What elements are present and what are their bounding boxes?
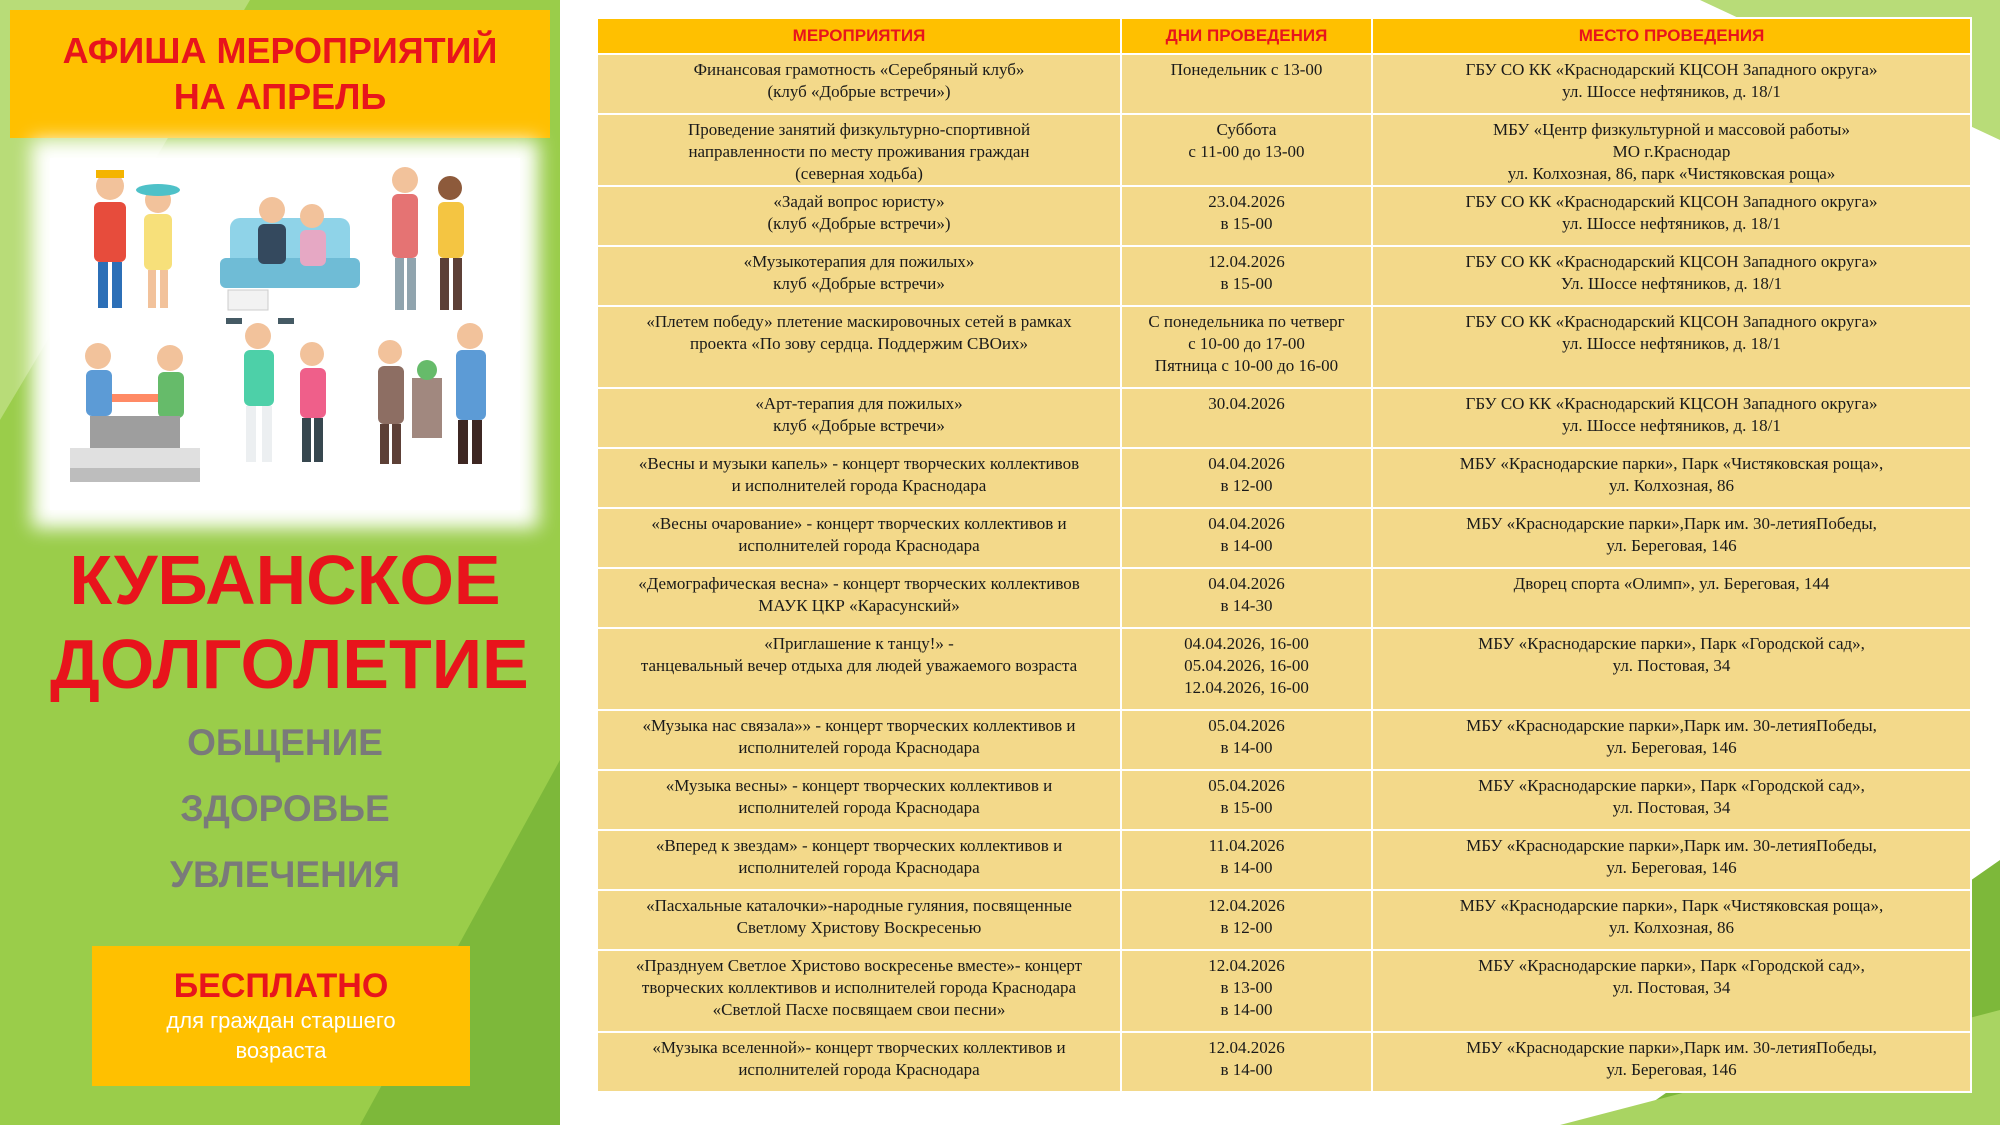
cell-line: «Демографическая весна» - концерт творческих коллективов: [638, 574, 1080, 593]
cell-line: ГБУ СО КК «Краснодарский КЦСОН Западного округа»: [1465, 60, 1878, 79]
pillar-health: ЗДОРОВЬЕ: [180, 788, 390, 829]
cell-line: «Задай вопрос юристу»: [773, 192, 945, 211]
cell-line: клуб «Добрые встречи»: [773, 274, 945, 293]
cell-line: (клуб «Добрые встречи»): [767, 214, 951, 233]
table-row: [597, 628, 1971, 710]
cell-line: 05.04.2026, 16-00: [1184, 656, 1309, 675]
cell-line: ул. Колхозная, 86, парк «Чистяковская роща»: [1507, 164, 1836, 183]
table-row: [597, 306, 1971, 388]
cell-line: 30.04.2026: [1208, 394, 1285, 413]
cell-line: МАУК ЦКР «Карасунский»: [758, 596, 960, 615]
cell-line: «Празднуем Светлое Христово воскресенье вместе»- концерт: [635, 956, 1083, 975]
cell-line: 12.04.2026: [1208, 896, 1285, 915]
table-row: [597, 246, 1971, 306]
cell-line: «Пасхальные каталочки»-народные гуляния, посвященные: [646, 896, 1072, 915]
cell-line: 12.04.2026: [1208, 1038, 1285, 1057]
couple-at-table-icon: [70, 343, 200, 482]
cell-line: в 14-30: [1220, 596, 1273, 615]
event-cell: [597, 710, 1121, 770]
place-cell: [1372, 448, 1971, 508]
couple-on-sofa-icon: [220, 197, 360, 310]
cell-line: МБУ «Краснодарские парки», Парк «Чистяковская роща»,: [1459, 454, 1884, 473]
cell-line: 05.04.2026: [1208, 776, 1285, 795]
free-subtitle: для граждан старшего возраста: [166, 1008, 396, 1063]
cell-line: с 11-00 до 13-00: [1188, 142, 1305, 161]
cell-line: МБУ «Краснодарские парки»,Парк им. 30-летияПобеды,: [1466, 836, 1877, 855]
cell-line: ул. Постовая, 34: [1612, 656, 1731, 675]
cell-line: 04.04.2026: [1208, 574, 1285, 593]
cell-line: ГБУ СО КК «Краснодарский КЦСОН Западного округа»: [1465, 312, 1878, 331]
cell-line: исполнителей города Краснодара: [738, 1060, 980, 1079]
event-cell: [597, 246, 1121, 306]
place-cell: [1372, 770, 1971, 830]
cell-line: исполнителей города Краснодара: [738, 858, 980, 877]
cell-line: творческих коллективов и исполнителей города Краснодара: [641, 978, 1077, 997]
dates-cell: [1121, 890, 1372, 950]
cell-line: исполнителей города Краснодара: [738, 738, 980, 757]
cell-line: в 12-00: [1220, 476, 1273, 495]
cell-line: в 12-00: [1220, 918, 1273, 937]
table-row: [597, 186, 1971, 246]
event-cell: [597, 1032, 1121, 1092]
table-header-row: [597, 18, 1971, 54]
cell-line: (северная ходьба): [795, 164, 923, 183]
brand-title: [50, 538, 529, 706]
header-dates: ДНИ ПРОВЕДЕНИЯ: [1121, 18, 1372, 54]
table-row: [597, 568, 1971, 628]
cell-line: Дворец спорта «Олимп», ул. Береговая, 144: [1513, 574, 1830, 593]
cell-line: ГБУ СО КК «Краснодарский КЦСОН Западного округа»: [1465, 394, 1878, 413]
cell-line: ул. Колхозная, 86: [1608, 476, 1735, 495]
cell-line: 11.04.2026: [1208, 836, 1285, 855]
cell-line: (клуб «Добрые встречи»): [767, 82, 951, 101]
place-cell: [1372, 306, 1971, 388]
table-row: [597, 1032, 1971, 1092]
place-cell: [1372, 1032, 1971, 1092]
gardening-couple-icon: [378, 323, 486, 464]
brand-title-line1: КУБАНСКОЕ: [69, 541, 501, 619]
cell-line: МБУ «Краснодарские парки», Парк «Городской сад»,: [1478, 776, 1865, 795]
event-cell: [597, 186, 1121, 246]
dates-cell: [1121, 710, 1372, 770]
cell-line: 05.04.2026: [1208, 716, 1285, 735]
cell-line: Проведение занятий физкультурно-спортивной: [687, 120, 1031, 139]
event-cell: [597, 508, 1121, 568]
place-cell: [1372, 950, 1971, 1032]
standing-couple-icon: [392, 167, 464, 310]
place-cell: [1372, 54, 1971, 114]
cell-line: С понедельника по четверг: [1148, 312, 1345, 331]
cell-line: 12.04.2026, 16-00: [1184, 678, 1309, 697]
cell-line: с 10-00 до 17-00: [1188, 334, 1305, 353]
cell-line: ул. Береговая, 146: [1606, 536, 1737, 555]
place-cell: [1372, 508, 1971, 568]
place-cell: [1372, 114, 1971, 186]
cell-line: МО г.Краснодар: [1612, 142, 1731, 161]
cell-line: ул. Береговая, 146: [1606, 1060, 1737, 1079]
place-cell: [1372, 246, 1971, 306]
table-row: [597, 114, 1971, 186]
dates-cell: [1121, 54, 1372, 114]
table-row: [597, 950, 1971, 1032]
table-row: [597, 830, 1971, 890]
cell-line: исполнителей города Краснодара: [738, 536, 980, 555]
table-row: [597, 448, 1971, 508]
cell-line: ГБУ СО КК «Краснодарский КЦСОН Западного округа»: [1465, 252, 1878, 271]
table-row: [597, 770, 1971, 830]
cell-line: направленности по месту проживания граждан: [688, 142, 1030, 161]
cell-line: клуб «Добрые встречи»: [773, 416, 945, 435]
event-cell: [597, 830, 1121, 890]
table-row: [597, 710, 1971, 770]
place-cell: [1372, 388, 1971, 448]
header-events: МЕРОПРИЯТИЯ: [597, 18, 1121, 54]
free-title: БЕСПЛАТНО: [173, 967, 389, 1005]
cell-line: ул. Шоссе нефтяников, д. 18/1: [1562, 214, 1781, 233]
cell-line: Пятница с 10-00 до 16-00: [1154, 356, 1339, 375]
cell-line: в 14-00: [1220, 858, 1273, 877]
dates-cell: [1121, 388, 1372, 448]
cell-line: 04.04.2026, 16-00: [1184, 634, 1309, 653]
cell-line: МБУ «Краснодарские парки»,Парк им. 30-летияПобеды,: [1466, 514, 1877, 533]
cell-line: 12.04.2026: [1208, 252, 1285, 271]
cell-line: «Арт-терапия для пожилых»: [755, 394, 963, 413]
cell-line: 12.04.2026: [1208, 956, 1285, 975]
table-row: [597, 508, 1971, 568]
cell-line: МБУ «Краснодарские парки»,Парк им. 30-летияПобеды,: [1466, 716, 1877, 735]
event-cell: [597, 448, 1121, 508]
cell-line: МБУ «Краснодарские парки», Парк «Городской сад»,: [1478, 956, 1865, 975]
cell-line: «Весны очарование» - концерт творческих коллективов и: [651, 514, 1067, 533]
cell-line: «Музыка нас связала»» - концерт творческих коллективов и: [642, 716, 1076, 735]
cell-line: и исполнителей города Краснодара: [731, 476, 987, 495]
cell-line: ул. Постовая, 34: [1612, 978, 1731, 997]
dates-cell: [1121, 508, 1372, 568]
place-cell: [1372, 568, 1971, 628]
cell-line: Ул. Шоссе нефтяников, д. 18/1: [1560, 274, 1783, 293]
event-cell: [597, 890, 1121, 950]
header-place: МЕСТО ПРОВЕДЕНИЯ: [1372, 18, 1971, 54]
table-row: [597, 890, 1971, 950]
cell-line: в 14-00: [1220, 1000, 1273, 1019]
dates-cell: [1121, 186, 1372, 246]
left-panel: [0, 0, 580, 1125]
place-cell: [1372, 830, 1971, 890]
cell-line: ул. Шоссе нефтяников, д. 18/1: [1562, 334, 1781, 353]
dates-cell: [1121, 246, 1372, 306]
cell-line: ул. Шоссе нефтяников, д. 18/1: [1562, 416, 1781, 435]
dates-cell: [1121, 628, 1372, 710]
cell-line: ул. Колхозная, 86: [1608, 918, 1735, 937]
cell-line: ул. Береговая, 146: [1606, 858, 1737, 877]
cell-line: 23.04.2026: [1208, 192, 1285, 211]
cell-line: «Музыка весны» - концерт творческих коллективов и: [665, 776, 1053, 795]
exercising-couple-icon: [226, 318, 326, 462]
cell-line: ул. Береговая, 146: [1606, 738, 1737, 757]
table-body: [597, 54, 1971, 1092]
event-cell: [597, 568, 1121, 628]
cell-line: ГБУ СО КК «Краснодарский КЦСОН Западного округа»: [1465, 192, 1878, 211]
event-cell: [597, 628, 1121, 710]
cell-line: Понедельник с 13-00: [1170, 60, 1323, 79]
cell-line: «Весны и музыки капель» - концерт творческих коллективов: [638, 454, 1080, 473]
cell-line: «Музыка вселенной»- концерт творческих коллективов и: [652, 1038, 1066, 1057]
header-title-line2: НА АПРЕЛЬ: [173, 76, 387, 117]
header-title-line1: АФИША МЕРОПРИЯТИЙ: [62, 30, 498, 71]
cell-line: «Вперед к звездам» - концерт творческих коллективов и: [655, 836, 1063, 855]
event-cell: [597, 306, 1121, 388]
cell-line: МБУ «Центр физкультурной и массовой работы»: [1493, 120, 1850, 139]
place-cell: [1372, 186, 1971, 246]
place-cell: [1372, 628, 1971, 710]
place-cell: [1372, 710, 1971, 770]
cell-line: МБУ «Краснодарские парки», Парк «Чистяковская роща»,: [1459, 896, 1884, 915]
free-badge: [92, 946, 470, 1086]
cell-line: в 14-00: [1220, 1060, 1273, 1079]
cell-line: исполнителей города Краснодара: [738, 798, 980, 817]
event-cell: [597, 950, 1121, 1032]
table-row: [597, 54, 1971, 114]
cell-line: «Музыкотерапия для пожилых»: [743, 252, 975, 271]
cell-line: ул. Постовая, 34: [1612, 798, 1731, 817]
events-schedule-table: [596, 17, 1972, 1093]
cell-line: 04.04.2026: [1208, 514, 1285, 533]
cell-line: 04.04.2026: [1208, 454, 1285, 473]
cell-line: в 15-00: [1220, 798, 1273, 817]
elderly-people-activities-illustration: [50, 158, 520, 510]
pillar-hobbies: УВЛЕЧЕНИЯ: [169, 854, 401, 895]
dates-cell: [1121, 1032, 1372, 1092]
cell-line: в 14-00: [1220, 536, 1273, 555]
event-cell: [597, 388, 1121, 448]
cell-line: «Плетем победу» плетение маскировочных сетей в рамках: [646, 312, 1072, 331]
tourist-couple-icon: [94, 170, 180, 308]
cell-line: в 14-00: [1220, 738, 1273, 757]
cell-line: «Приглашение к танцу!» -: [764, 634, 954, 653]
dates-cell: [1121, 448, 1372, 508]
place-cell: [1372, 890, 1971, 950]
event-cell: [597, 54, 1121, 114]
cell-line: проекта «По зову сердца. Поддержим СВОих»: [689, 334, 1029, 353]
cell-line: Светлому Христову Воскресенью: [736, 918, 982, 937]
event-cell: [597, 770, 1121, 830]
brand-title-line2: ДОЛГОЛЕТИЕ: [50, 625, 529, 703]
dates-cell: [1121, 114, 1372, 186]
dates-cell: [1121, 306, 1372, 388]
cell-line: в 13-00: [1220, 978, 1273, 997]
event-cell: [597, 114, 1121, 186]
cell-line: Суббота: [1216, 120, 1277, 139]
dates-cell: [1121, 950, 1372, 1032]
dates-cell: [1121, 770, 1372, 830]
cell-line: в 15-00: [1220, 274, 1273, 293]
dates-cell: [1121, 568, 1372, 628]
dates-cell: [1121, 830, 1372, 890]
cell-line: ул. Шоссе нефтяников, д. 18/1: [1562, 82, 1781, 101]
cell-line: танцевальный вечер отдыха для людей уважаемого возраста: [640, 656, 1078, 675]
cell-line: Финансовая грамотность «Серебряный клуб»: [693, 60, 1025, 79]
cell-line: в 15-00: [1220, 214, 1273, 233]
header-box: [10, 10, 550, 138]
table-row: [597, 388, 1971, 448]
pillar-communication: ОБЩЕНИЕ: [187, 722, 383, 763]
cell-line: МБУ «Краснодарские парки», Парк «Городской сад»,: [1478, 634, 1865, 653]
cell-line: «Светлой Пасхе посвящаем свои песни»: [712, 1000, 1006, 1019]
cell-line: МБУ «Краснодарские парки»,Парк им. 30-летияПобеды,: [1466, 1038, 1877, 1057]
